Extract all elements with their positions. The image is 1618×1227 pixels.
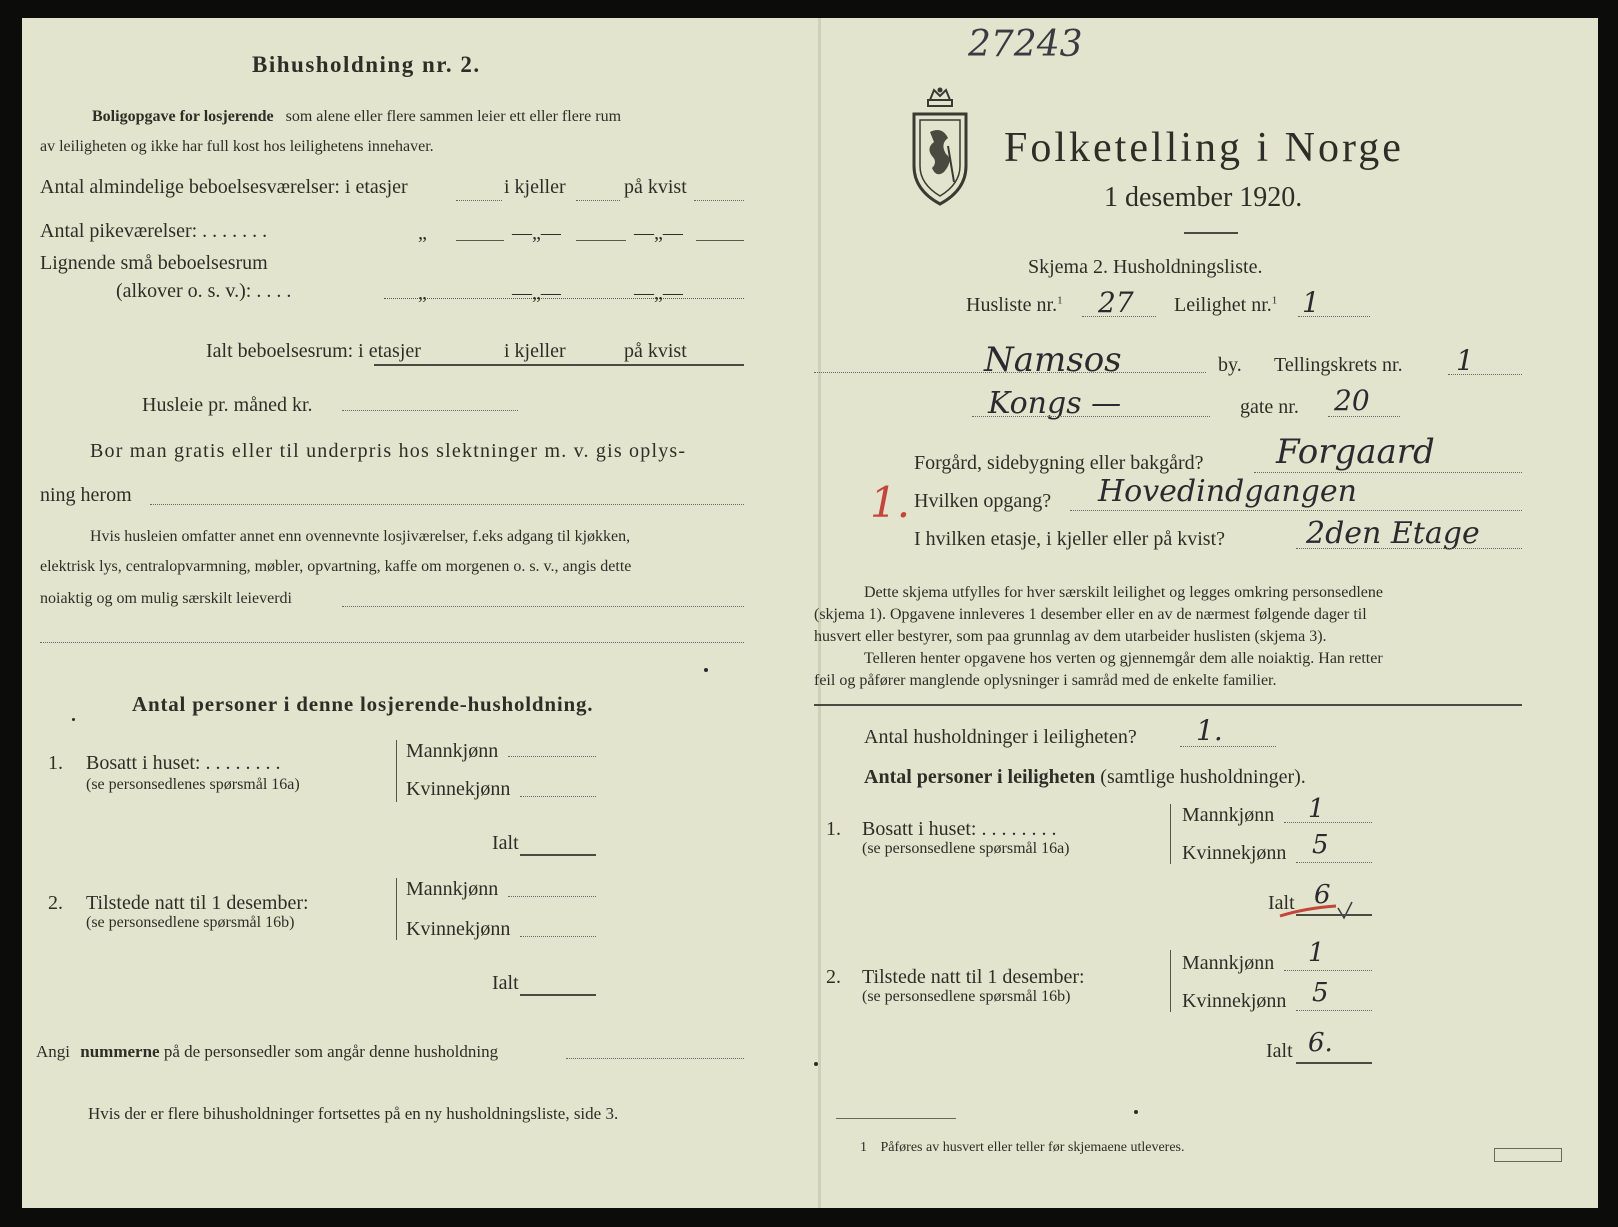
info-line-1: Dette skjema utfylles for hver særskilt leilighet og legges omkring personsedlene <box>864 584 1383 601</box>
forgard-label: Forgård, sidebygning eller bakgård? <box>914 452 1204 474</box>
right-q1-mann-line <box>1284 822 1372 823</box>
right-q2-sub: (se personsedlene spørsmål 16b) <box>862 988 1071 1005</box>
form-title: Folketelling i Norge <box>1004 125 1404 171</box>
row4-kvist: på kvist <box>624 340 687 362</box>
right-q1-mann-value: 1 <box>1308 794 1325 824</box>
left-q1-ialt: Ialt <box>492 832 519 854</box>
right-q1-num: 1. <box>826 818 841 840</box>
leilighet-label <box>1174 294 1277 317</box>
row2-line-b <box>576 240 626 241</box>
left-q1-mann-line <box>508 756 596 757</box>
krets-label: Tellingskrets nr. <box>1274 354 1403 376</box>
gratis-line-1: Bor man gratis eller til underpris hos slektninger m. v. gis oplys- <box>90 440 687 462</box>
ink-dot <box>72 718 75 721</box>
left-q2-label: Tilstede natt til 1 desember: <box>86 892 309 914</box>
title-rule <box>1184 232 1238 234</box>
left-q1-label: Bosatt i huset: . . . . . . . . <box>86 752 281 774</box>
row2-label: Antal pikeværelser: . . . . . . . <box>40 220 268 242</box>
info-line-3: husvert eller bestyrer, som paa grunnlag av dem utarbeider huslisten (skjema 3). <box>814 628 1327 645</box>
gate-nr-value: 20 <box>1334 384 1370 417</box>
right-q2-ialt: Ialt <box>1266 1040 1293 1062</box>
etasje-value: 2den Etage <box>1306 516 1480 551</box>
footnote-mark: 1 <box>860 1140 867 1155</box>
gate-value: Kongs — <box>988 386 1122 421</box>
etasje-line <box>1296 548 1522 549</box>
right-q2-mann-value: 1 <box>1308 938 1325 968</box>
row2-ditto: „ <box>418 222 427 244</box>
right-q1-ialt: Ialt <box>1268 892 1295 914</box>
gate-line <box>972 416 1210 417</box>
intro-rest: som alene eller flere sammen leier ett eller flere rum <box>285 108 622 125</box>
hushold-line <box>1180 746 1276 747</box>
husleie-label: Husleie pr. måned kr. <box>142 394 313 416</box>
right-q2-num: 2. <box>826 966 841 988</box>
right-q2-kvinne-line <box>1296 1010 1372 1011</box>
row3-ditto-c: —„— <box>634 282 683 304</box>
intro-line-1 <box>92 108 621 126</box>
row3-line <box>384 298 744 299</box>
leilighet-value: 1 <box>1302 286 1320 319</box>
right-q2-ialt-value: 6. <box>1308 1028 1333 1058</box>
row3-ditto: „ <box>418 282 427 304</box>
right-antal-heading-rest: (samtlige husholdninger). <box>1100 766 1306 788</box>
hushold-label: Antal husholdninger i leiligheten? <box>864 726 1137 748</box>
hvis-line <box>342 606 744 607</box>
intro-bold: Boligopgave for losjerende <box>92 108 274 125</box>
left-q2-kvinne: Kvinnekjønn <box>406 918 511 940</box>
left-q1-mann: Mannkjønn <box>406 740 499 762</box>
angi-c: på de personsedler som angår denne husholdning <box>163 1042 499 1061</box>
left-q1-kvinne: Kvinnekjønn <box>406 778 511 800</box>
red-check-mark: 1. <box>870 478 911 527</box>
right-q1-ialt-line <box>1296 914 1372 916</box>
row1-kvist: på kvist <box>624 176 687 198</box>
hvis-line-2: elektrisk lys, centralopvarmning, møbler, opvartning, kaffe om morgenen o. s. v., angis dette <box>40 558 632 575</box>
archive-number: 27243 <box>968 24 1083 65</box>
forgard-value: Forgaard <box>1276 432 1435 472</box>
form-date: 1 desember 1920. <box>1104 182 1303 213</box>
right-q2-label: Tilstede natt til 1 desember: <box>862 966 1085 988</box>
intro-line-2: av leiligheten og ikke har full kost hos leilighetens innehaver. <box>40 138 434 155</box>
left-q1-ialt-line <box>520 854 596 856</box>
left-antal-heading: Antal personer i denne losjerende-husholdning. <box>132 692 594 716</box>
row2-ditto-b: —„— <box>512 222 561 244</box>
by-line <box>814 372 1206 373</box>
opgang-label: Hvilken opgang? <box>914 490 1052 512</box>
gate-label: gate nr. <box>1240 396 1299 418</box>
left-q2-brace <box>396 878 397 940</box>
left-q2-kvinne-line <box>520 936 596 937</box>
leilighet-line <box>1298 316 1370 317</box>
row1-kvist-line <box>694 200 744 201</box>
by-label: by. <box>1218 354 1242 376</box>
left-q1-num: 1. <box>48 752 63 774</box>
gate-nr-line <box>1328 416 1400 417</box>
left-q2-ialt-line <box>520 994 596 996</box>
hvis-line-3: noiaktig og om mulig særskilt leieverdi <box>40 590 292 607</box>
right-q2-ialt-line <box>1296 1062 1372 1064</box>
footnote-rule <box>836 1118 956 1119</box>
gratis-line <box>150 504 744 505</box>
right-q1-kvinne-line <box>1296 862 1372 863</box>
row4-line <box>374 364 744 366</box>
hvis-line-1: Hvis husleien omfatter annet enn ovennevnte losjiværelser, f.eks adgang til kjøkken, <box>90 528 631 545</box>
krets-value: 1 <box>1456 344 1474 377</box>
row1-kjeller-line <box>576 200 620 201</box>
skjema-label: Skjema 2. Husholdningsliste. <box>1028 256 1263 278</box>
left-q2-sub: (se personsedlene spørsmål 16b) <box>86 914 295 931</box>
ink-dot <box>814 1062 818 1066</box>
info-line-2: (skjema 1). Opgavene innleveres 1 desember eller en av de nærmest følgende dager til <box>814 606 1367 623</box>
info-line-5: feil og påfører manglende oplysninger i samråd med de enkelte familier. <box>814 672 1277 689</box>
right-q2-kvinne: Kvinnekjønn <box>1182 990 1287 1012</box>
right-q1-mann: Mannkjønn <box>1182 804 1275 826</box>
coat-of-arms-icon <box>904 86 976 210</box>
angi-a: Angi <box>36 1042 70 1061</box>
husleie-line <box>342 410 518 411</box>
left-q2-num: 2. <box>48 892 63 914</box>
opgang-value: Hovedindgangen <box>1098 474 1357 509</box>
right-antal-heading-bold: Antal personer i leiligheten <box>864 766 1096 788</box>
right-q2-brace <box>1170 950 1171 1012</box>
row4-label: Ialt beboelsesrum: i etasjer <box>206 340 421 362</box>
husliste-text: Husliste nr. <box>966 294 1058 316</box>
right-antal-heading <box>864 766 1306 789</box>
footnote <box>860 1140 1184 1156</box>
right-q1-ialt-value: 6 <box>1314 880 1331 910</box>
info-line-4: Telleren henter opgavene hos verten og gjennemgår dem alle noiaktig. Han retter <box>864 650 1383 667</box>
red-underline-icon <box>1276 898 1356 922</box>
ink-dot <box>704 668 708 672</box>
leilighet-footnote-mark: 1 <box>1271 294 1278 307</box>
row3-ditto-b: —„— <box>512 282 561 304</box>
angi-b: nummerne <box>80 1042 160 1061</box>
husliste-footnote-mark: 1 <box>1057 294 1063 307</box>
hushold-value: 1. <box>1196 714 1223 747</box>
krets-line <box>1448 374 1522 375</box>
left-q2-ialt: Ialt <box>492 972 519 994</box>
ink-dot <box>1134 1110 1138 1114</box>
row2-line-a <box>456 240 504 241</box>
printer-stamp <box>1494 1148 1562 1162</box>
row2-ditto-c: —„— <box>634 222 683 244</box>
forgard-line <box>1254 472 1522 473</box>
left-q1-brace <box>396 740 397 802</box>
right-q2-kvinne-value: 5 <box>1312 978 1329 1008</box>
hvis-line-extra <box>40 642 744 643</box>
left-q1-sub: (se personsedlenes spørsmål 16a) <box>86 776 300 793</box>
left-title: Bihusholdning nr. 2. <box>252 52 481 77</box>
footnote-text: Påføres av husvert eller teller før skjemaene utleveres. <box>880 1140 1185 1155</box>
left-footer: Hvis der er flere bihusholdninger fortsettes på en ny husholdningsliste, side 3. <box>88 1104 619 1123</box>
row4-kjeller: i kjeller <box>504 340 566 362</box>
right-q1-kvinne: Kvinnekjønn <box>1182 842 1287 864</box>
row2-line-c <box>696 240 744 241</box>
right-q1-brace <box>1170 804 1171 864</box>
left-q2-mann-line <box>508 896 596 897</box>
etasje-label: I hvilken etasje, i kjeller eller på kvist? <box>914 528 1225 550</box>
left-q2-mann: Mannkjønn <box>406 878 499 900</box>
right-q1-kvinne-value: 5 <box>1312 830 1329 860</box>
opgang-line <box>1070 510 1522 511</box>
right-q2-mann-line <box>1284 970 1372 971</box>
row1-kjeller: i kjeller <box>504 176 566 198</box>
row3-label-a: Lignende små beboelsesrum <box>40 252 268 274</box>
by-value: Namsos <box>984 340 1122 380</box>
info-rule <box>814 704 1522 706</box>
husliste-value: 27 <box>1098 286 1134 319</box>
right-q2-mann: Mannkjønn <box>1182 952 1275 974</box>
row3-label-b: (alkover o. s. v.): . . . . <box>116 280 292 302</box>
leilighet-text: Leilighet nr. <box>1174 294 1272 316</box>
left-q1-kvinne-line <box>520 796 596 797</box>
angi-fill-line <box>566 1058 744 1059</box>
angi-line <box>36 1042 498 1062</box>
husliste-line <box>1082 316 1156 317</box>
right-q1-label: Bosatt i huset: . . . . . . . . <box>862 818 1057 840</box>
right-q1-sub: (se personsedlene spørsmål 16a) <box>862 840 1070 857</box>
row1-etasjer-line <box>456 200 502 201</box>
row1-label: Antal almindelige beboelsesværelser: i etasjer <box>40 176 408 198</box>
husliste-label <box>966 294 1063 317</box>
gratis-line-2: ning herom <box>40 484 132 506</box>
